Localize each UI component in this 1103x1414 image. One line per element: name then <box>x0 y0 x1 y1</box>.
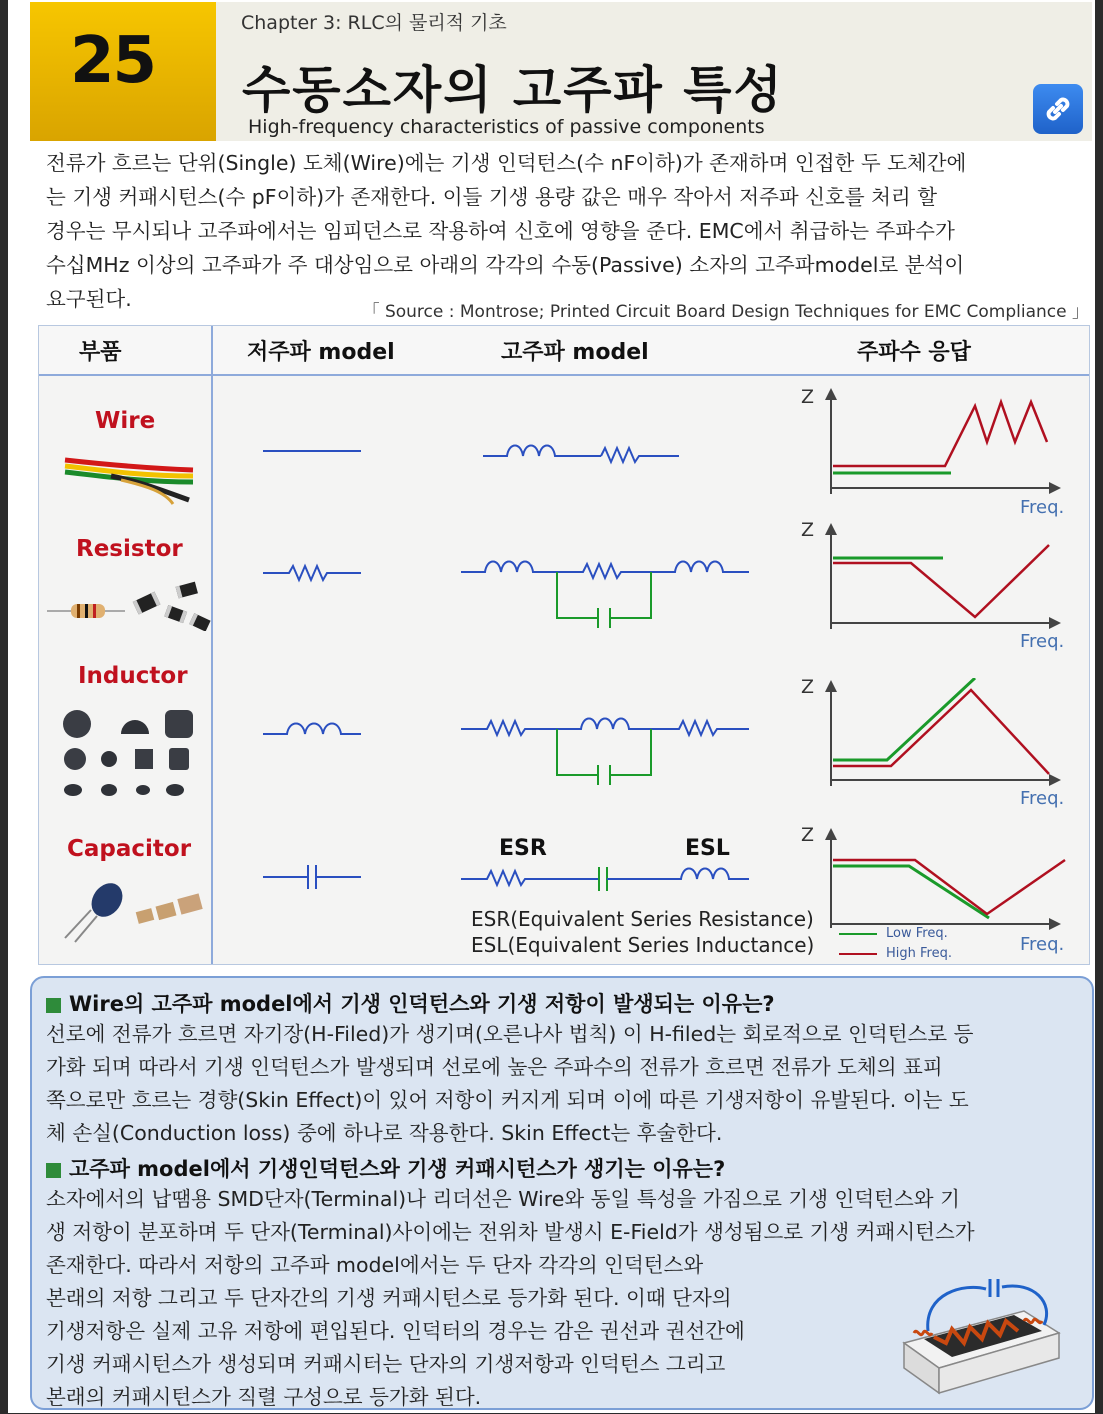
source-citation: 「 Source : Montrose; Printed Circuit Board Design Techniques for EMC Compliance 」 <box>362 302 1089 322</box>
esr-note: ESR(Equivalent Series Resistance) <box>471 907 814 931</box>
capacitor-freq-response <box>819 826 1069 931</box>
resistor-low-model <box>261 558 371 588</box>
bullet-square-icon <box>46 998 61 1013</box>
freq-axis-label: Freq. <box>1020 631 1065 652</box>
resistor-image <box>47 576 211 631</box>
esr-label: ESR <box>499 836 547 861</box>
page <box>8 0 1095 1413</box>
link-button[interactable] <box>1033 84 1083 134</box>
inductor-image <box>57 704 197 804</box>
component-inductor-label: Inductor <box>78 663 188 689</box>
answer-2 <box>46 1183 975 1414</box>
esl-note: ESL(Equivalent Series Inductance) <box>471 933 815 957</box>
esl-label: ESL <box>685 836 730 861</box>
component-capacitor-label: Capacitor <box>67 836 192 862</box>
header-low-model: 저주파 model <box>247 340 395 365</box>
page-title: 수동소자의 고주파 특성 <box>242 61 784 119</box>
answer-line: 소자에서의 납땜용 SMD단자(Terminal)나 리더선은 Wire와 동일 특성을 가짐으로 기생 인덕턴스와 기 <box>46 1187 960 1211</box>
answer-line: 존재한다. 따라서 저항의 고주파 model에서는 두 단자 각각의 인덕턴스와 <box>46 1253 704 1277</box>
intro-line: 수십MHz 이상의 고주파가 주 대상임으로 아래의 각각의 수동(Passive) 소자의 고주파model로 분석이 <box>46 253 965 277</box>
answer-line: 기생 커패시턴스가 생성되며 커패시터는 단자의 기생저항과 인덕턴스 그리고 <box>46 1352 726 1376</box>
answer-line: 생 저항이 분포하며 두 단자(Terminal)사이에는 전위차 발생시 E-Field가 생성됨으로 기생 커패시턴스가 <box>46 1220 975 1244</box>
page-subtitle: High-frequency characteristics of passive components <box>248 116 765 138</box>
freq-axis-label: Freq. <box>1020 788 1065 809</box>
z-axis-label: Z <box>801 824 815 846</box>
intro-text <box>46 146 1086 316</box>
capacitor-low-model <box>261 862 371 892</box>
legend-high-freq: High Freq. <box>886 946 952 961</box>
chapter-number-box <box>30 2 216 141</box>
answer-line: 기생저항은 실제 고유 저항에 편입된다. 인덕터의 경우는 감은 권선과 권선간에 <box>46 1319 745 1343</box>
question-2-text: 고주파 model에서 기생인덕턴스와 기생 커패시턴스가 생기는 이유는? <box>69 1157 726 1181</box>
answer-line: 본래의 커패시턴스가 직렬 구성으로 등가화 된다. <box>46 1385 482 1409</box>
inductor-high-model <box>459 711 759 786</box>
wire-high-model <box>481 436 691 466</box>
smd-resistor-illustration <box>894 1273 1064 1398</box>
answer-line: 본래의 저항 그리고 두 단자간의 기생 커패시턴스로 등가화 된다. 이때 단자의 <box>46 1286 732 1310</box>
legend-high-line <box>839 949 879 959</box>
explanation-box <box>30 976 1094 1410</box>
header-high-model: 고주파 model <box>501 340 649 365</box>
link-icon <box>1041 92 1075 126</box>
answer-line: 체 손실(Conduction loss) 중에 하나로 작용한다. Skin Effect는 후술한다. <box>46 1121 723 1145</box>
column-divider <box>211 326 213 964</box>
freq-axis-label: Freq. <box>1020 934 1065 955</box>
component-table <box>38 325 1090 965</box>
header-freq-response: 주파수 응답 <box>857 340 971 365</box>
table-header <box>39 326 1089 376</box>
capacitor-image <box>55 876 205 946</box>
question-1 <box>46 988 775 1018</box>
wire-freq-response <box>819 386 1069 501</box>
intro-line: 요구된다. <box>46 287 132 311</box>
component-resistor-label: Resistor <box>76 536 183 562</box>
question-1-text: Wire의 고주파 model에서 기생 인덕턴스와 기생 저항이 발생되는 이유는? <box>69 992 775 1016</box>
answer-line: 쪽으로만 흐르는 경향(Skin Effect)이 있어 저항이 커지게 되며 이에 따른 기생저항이 유발된다. 이는 도 <box>46 1088 969 1112</box>
chapter-number: 25 <box>70 24 156 98</box>
z-axis-label: Z <box>801 519 815 541</box>
capacitor-high-model <box>459 861 759 893</box>
legend-low-line <box>839 929 879 939</box>
intro-line: 전류가 흐르는 단위(Single) 도체(Wire)에는 기생 인덕턴스(수 nF이하)가 존재하며 인접한 두 도체간에 <box>46 151 967 175</box>
z-axis-label: Z <box>801 676 815 698</box>
answer-line: 가화 되며 따라서 기생 인덕턴스가 발생되며 선로에 높은 주파수의 전류가 흐르면 전류가 도체의 표피 <box>46 1055 943 1079</box>
wire-image <box>61 446 201 506</box>
bullet-square-icon <box>46 1163 61 1178</box>
wire-low-model <box>261 436 371 466</box>
inductor-low-model <box>261 714 371 744</box>
resistor-freq-response <box>819 521 1069 636</box>
chapter-label: Chapter 3: RLC의 물리적 기초 <box>241 12 507 34</box>
intro-line: 는 기생 커패시턴스(수 pF이하)가 존재한다. 이들 기생 용량 값은 매우 작아서 저주파 신호를 처리 할 <box>46 185 938 209</box>
resistor-high-model <box>459 554 759 629</box>
header-part: 부품 <box>79 340 122 365</box>
answer-1 <box>46 1018 973 1150</box>
intro-line: 경우는 무시되나 고주파에서는 임피던스로 작용하여 신호에 영향을 준다. EMC에서 취급하는 주파수가 <box>46 219 955 243</box>
answer-line: 선로에 전류가 흐르면 자기장(H-Filed)가 생기며(오른나사 법칙) 이 H-filed는 회로적으로 인덕턴스로 등 <box>46 1022 974 1046</box>
component-wire-label: Wire <box>95 408 156 434</box>
question-2 <box>46 1153 725 1183</box>
z-axis-label: Z <box>801 386 815 408</box>
freq-axis-label: Freq. <box>1020 497 1065 518</box>
inductor-freq-response <box>819 678 1069 793</box>
legend-low-freq: Low Freq. <box>886 926 948 941</box>
